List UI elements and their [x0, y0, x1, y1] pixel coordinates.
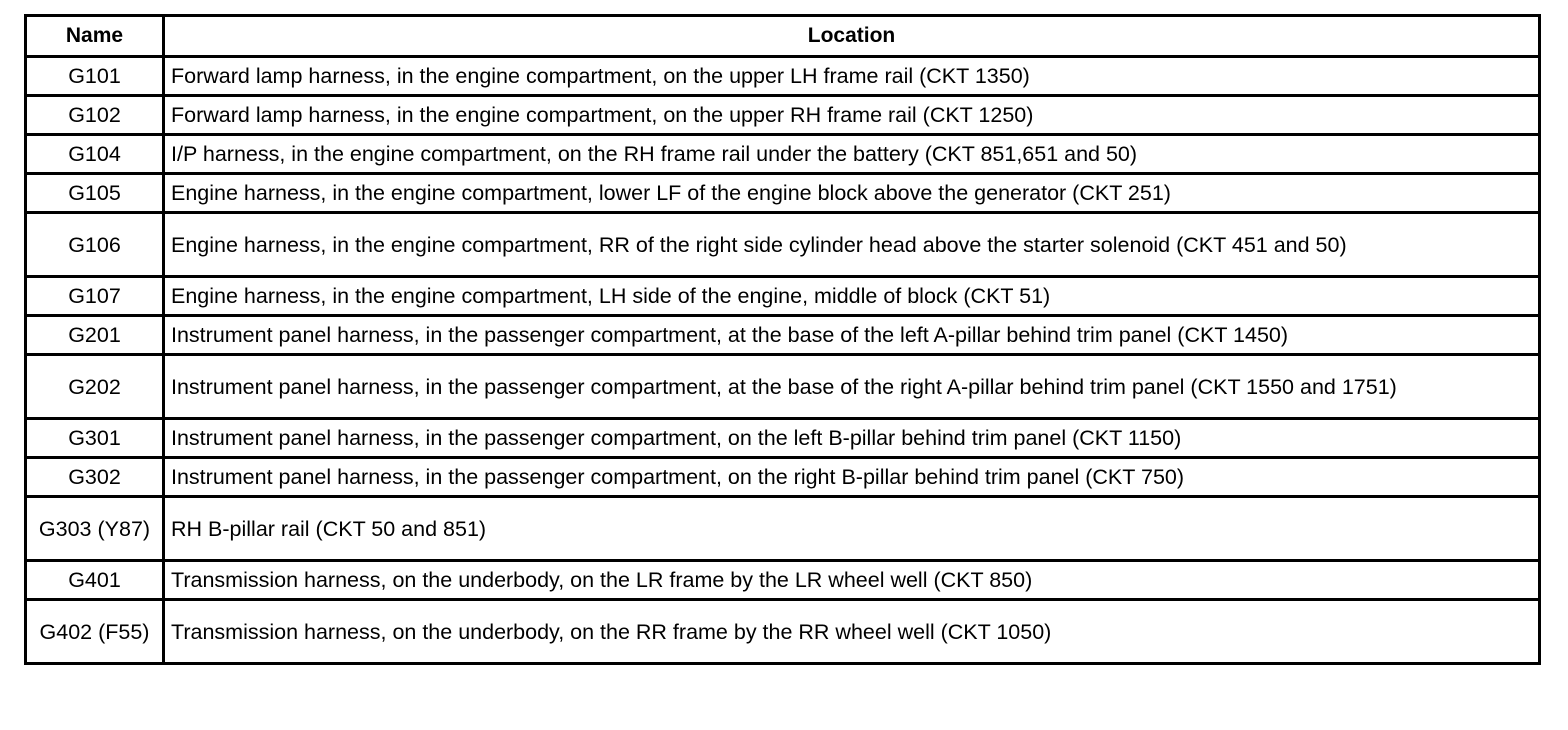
ground-location: Instrument panel harness, in the passenger compartment, on the right B-pillar behind trim panel (CKT 750) [171, 465, 1185, 489]
ground-name: G202 [68, 374, 121, 399]
ground-location: Engine harness, in the engine compartment, LH side of the engine, middle of block (CKT 51) [171, 284, 1051, 308]
ground-name: G104 [68, 142, 121, 166]
table-row [26, 355, 1540, 419]
ground-name-cell [26, 213, 164, 277]
name-column-header: Name [26, 16, 164, 57]
ground-name: G106 [68, 232, 121, 257]
ground-name-cell [26, 174, 164, 213]
ground-location-cell [164, 355, 1540, 419]
table-row [26, 277, 1540, 316]
ground-name: G302 [68, 465, 121, 489]
ground-name: G301 [68, 426, 121, 450]
ground-location-cell [164, 316, 1540, 355]
ground-name: G105 [68, 181, 121, 205]
ground-name: G102 [68, 103, 121, 127]
table-row [26, 600, 1540, 664]
ground-location: Instrument panel harness, in the passenger compartment, at the base of the right A-pillar behind trim panel (CKT 1550 and 1751) [171, 374, 1397, 399]
ground-name: G101 [68, 64, 121, 88]
table-row [26, 213, 1540, 277]
ground-location-cell [164, 600, 1540, 664]
ground-location-cell [164, 458, 1540, 497]
ground-name: G107 [68, 284, 121, 308]
ground-name-cell [26, 135, 164, 174]
ground-location-cell [164, 135, 1540, 174]
ground-location-cell [164, 419, 1540, 458]
ground-name-cell [26, 316, 164, 355]
ground-location: Engine harness, in the engine compartment, RR of the right side cylinder head above the starter solenoid (CKT 451 and 50) [171, 232, 1347, 257]
ground-name: G402 (F55) [39, 619, 150, 644]
table-row [26, 458, 1540, 497]
ground-name-cell [26, 355, 164, 419]
ground-locations-table [24, 14, 1541, 665]
table-row [26, 561, 1540, 600]
location-column-header: Location [164, 16, 1540, 57]
ground-location-cell [164, 561, 1540, 600]
ground-location-cell [164, 497, 1540, 561]
ground-name: G303 (Y87) [38, 516, 151, 541]
ground-location-cell [164, 96, 1540, 135]
ground-location: RH B-pillar rail (CKT 50 and 851) [171, 516, 487, 541]
ground-name-cell [26, 419, 164, 458]
ground-name-cell [26, 458, 164, 497]
table-body [26, 57, 1540, 664]
ground-location-cell [164, 57, 1540, 96]
ground-location: Forward lamp harness, in the engine compartment, on the upper RH frame rail (CKT 1250) [171, 103, 1034, 127]
ground-name-cell [26, 497, 164, 561]
table-row [26, 497, 1540, 561]
ground-name-cell [26, 96, 164, 135]
ground-name: G401 [68, 568, 121, 592]
ground-location: Instrument panel harness, in the passenger compartment, on the left B-pillar behind trim panel (CKT 1150) [171, 426, 1182, 450]
ground-location-cell [164, 213, 1540, 277]
table-row [26, 96, 1540, 135]
table-header-row [26, 16, 1540, 57]
ground-location: I/P harness, in the engine compartment, on the RH frame rail under the battery (CKT 851,651 and 50) [171, 142, 1138, 166]
table-row [26, 57, 1540, 96]
ground-name-cell [26, 277, 164, 316]
table-row [26, 135, 1540, 174]
ground-location: Forward lamp harness, in the engine compartment, on the upper LH frame rail (CKT 1350) [171, 64, 1030, 88]
ground-name-cell [26, 57, 164, 96]
table-row [26, 316, 1540, 355]
ground-location-cell [164, 277, 1540, 316]
ground-name-cell [26, 600, 164, 664]
ground-location-cell [164, 174, 1540, 213]
ground-location: Transmission harness, on the underbody, on the LR frame by the LR wheel well (CKT 850) [171, 568, 1033, 592]
ground-location: Engine harness, in the engine compartment, lower LF of the engine block above the generator (CKT 251) [171, 181, 1171, 205]
ground-location: Transmission harness, on the underbody, on the RR frame by the RR wheel well (CKT 1050) [171, 619, 1052, 644]
ground-name-cell [26, 561, 164, 600]
ground-name: G201 [68, 323, 121, 347]
table-row [26, 419, 1540, 458]
table-row [26, 174, 1540, 213]
ground-location: Instrument panel harness, in the passenger compartment, at the base of the left A-pillar behind trim panel (CKT 1450) [171, 323, 1289, 347]
